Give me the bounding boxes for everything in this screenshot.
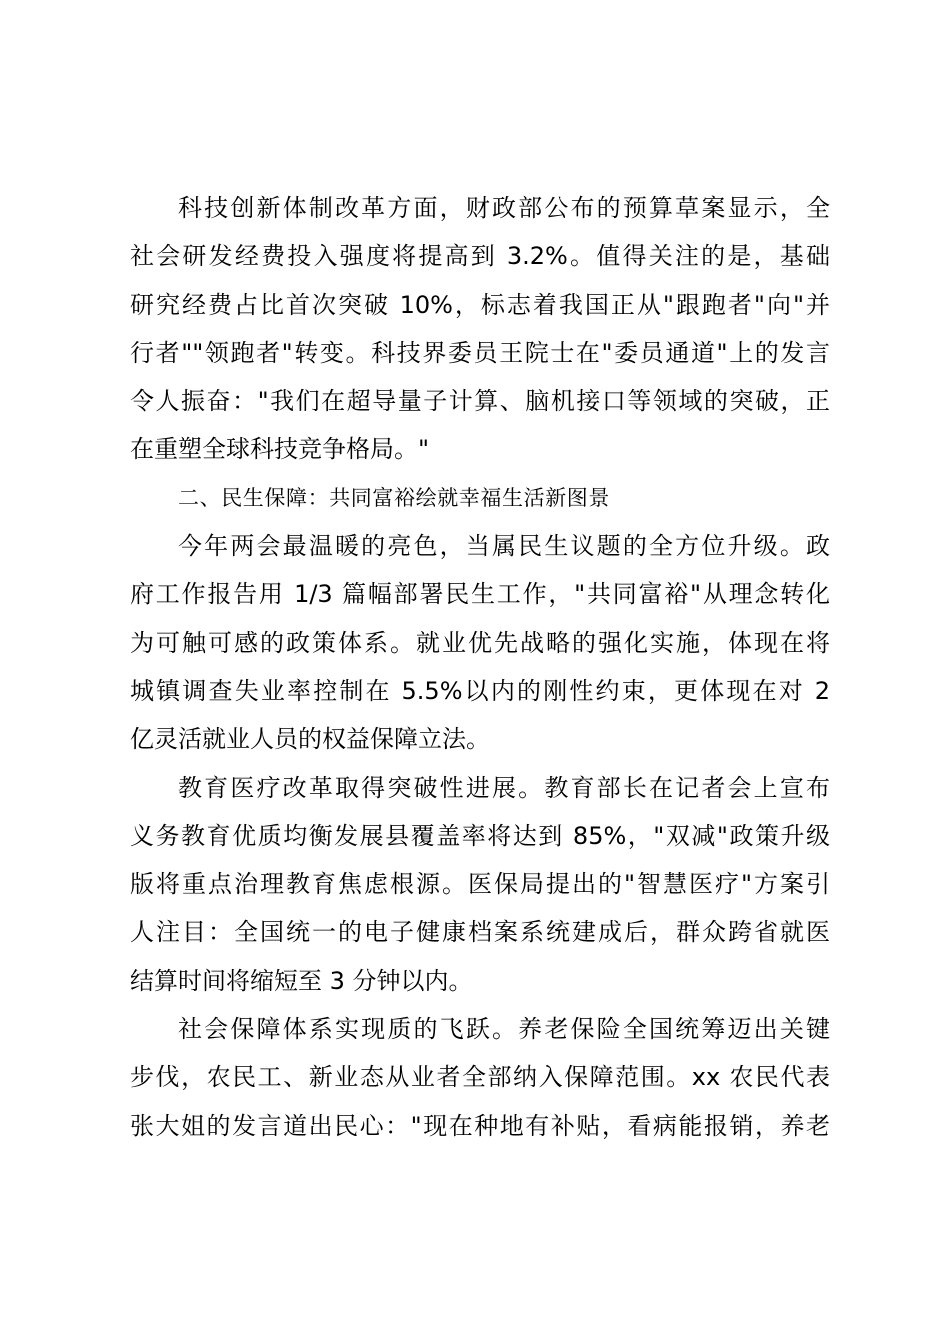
text-line: 张大姐的发言道出民心："现在种地有补贴，看病能报销，养老 [130,1111,830,1140]
text-line: 研究经费占比首次突破 10%，标志着我国正从"跟跑者"向"并 [130,290,830,319]
text-line: 版将重点治理教育焦虑根源。医保局提出的"智慧医疗"方案引 [130,870,830,899]
text-line: 步伐，农民工、新业态从业者全部纳入保障范围。xx 农民代表 [130,1063,830,1092]
text-line: 令人振奋："我们在超导量子计算、脑机接口等领域的突破，正 [130,387,830,416]
paragraph-livelihood [130,522,830,763]
document-body [130,184,830,1150]
text-line: 为可触可感的政策体系。就业优先战略的强化实施，体现在将 [130,628,830,657]
text-line: 行者""领跑者"转变。科技界委员王院士在"委员通道"上的发言 [130,338,830,367]
text-line: 府工作报告用 1/3 篇幅部署民生工作，"共同富裕"从理念转化 [130,580,830,609]
text-line: 结算时间将缩短至 3 分钟以内。 [130,966,473,995]
text-line: 义务教育优质均衡发展县覆盖率将达到 85%，"双减"政策升级 [130,821,830,850]
text-line: 社会保障体系实现质的飞跃。养老保险全国统筹迈出关键 [178,1015,830,1044]
text-line: 社会研发经费投入强度将提高到 3.2%。值得关注的是，基础 [130,242,830,271]
section-heading [130,474,830,522]
paragraph-tech-reform [130,184,830,474]
text-line: 科技创新体制改革方面，财政部公布的预算草案显示，全 [178,194,830,222]
text-line: 今年两会最温暖的亮色，当属民生议题的全方位升级。政 [178,532,830,561]
text-line: 教育医疗改革取得突破性进展。教育部长在记者会上宣布 [178,773,830,802]
paragraph-social-security [130,1005,830,1150]
paragraph-education-medical [130,764,830,1005]
text-line: 在重塑全球科技竞争格局。" [130,435,430,464]
text-line: 亿灵活就业人员的权益保障立法。 [130,725,490,754]
text-line: 人注目：全国统一的电子健康档案系统建成后，群众跨省就医 [130,918,830,947]
text-line: 城镇调查失业率控制在 5.5%以内的刚性约束，更体现在对 2 [130,676,830,705]
section-title: 二、民生保障：共同富裕绘就幸福生活新图景 [178,485,610,510]
